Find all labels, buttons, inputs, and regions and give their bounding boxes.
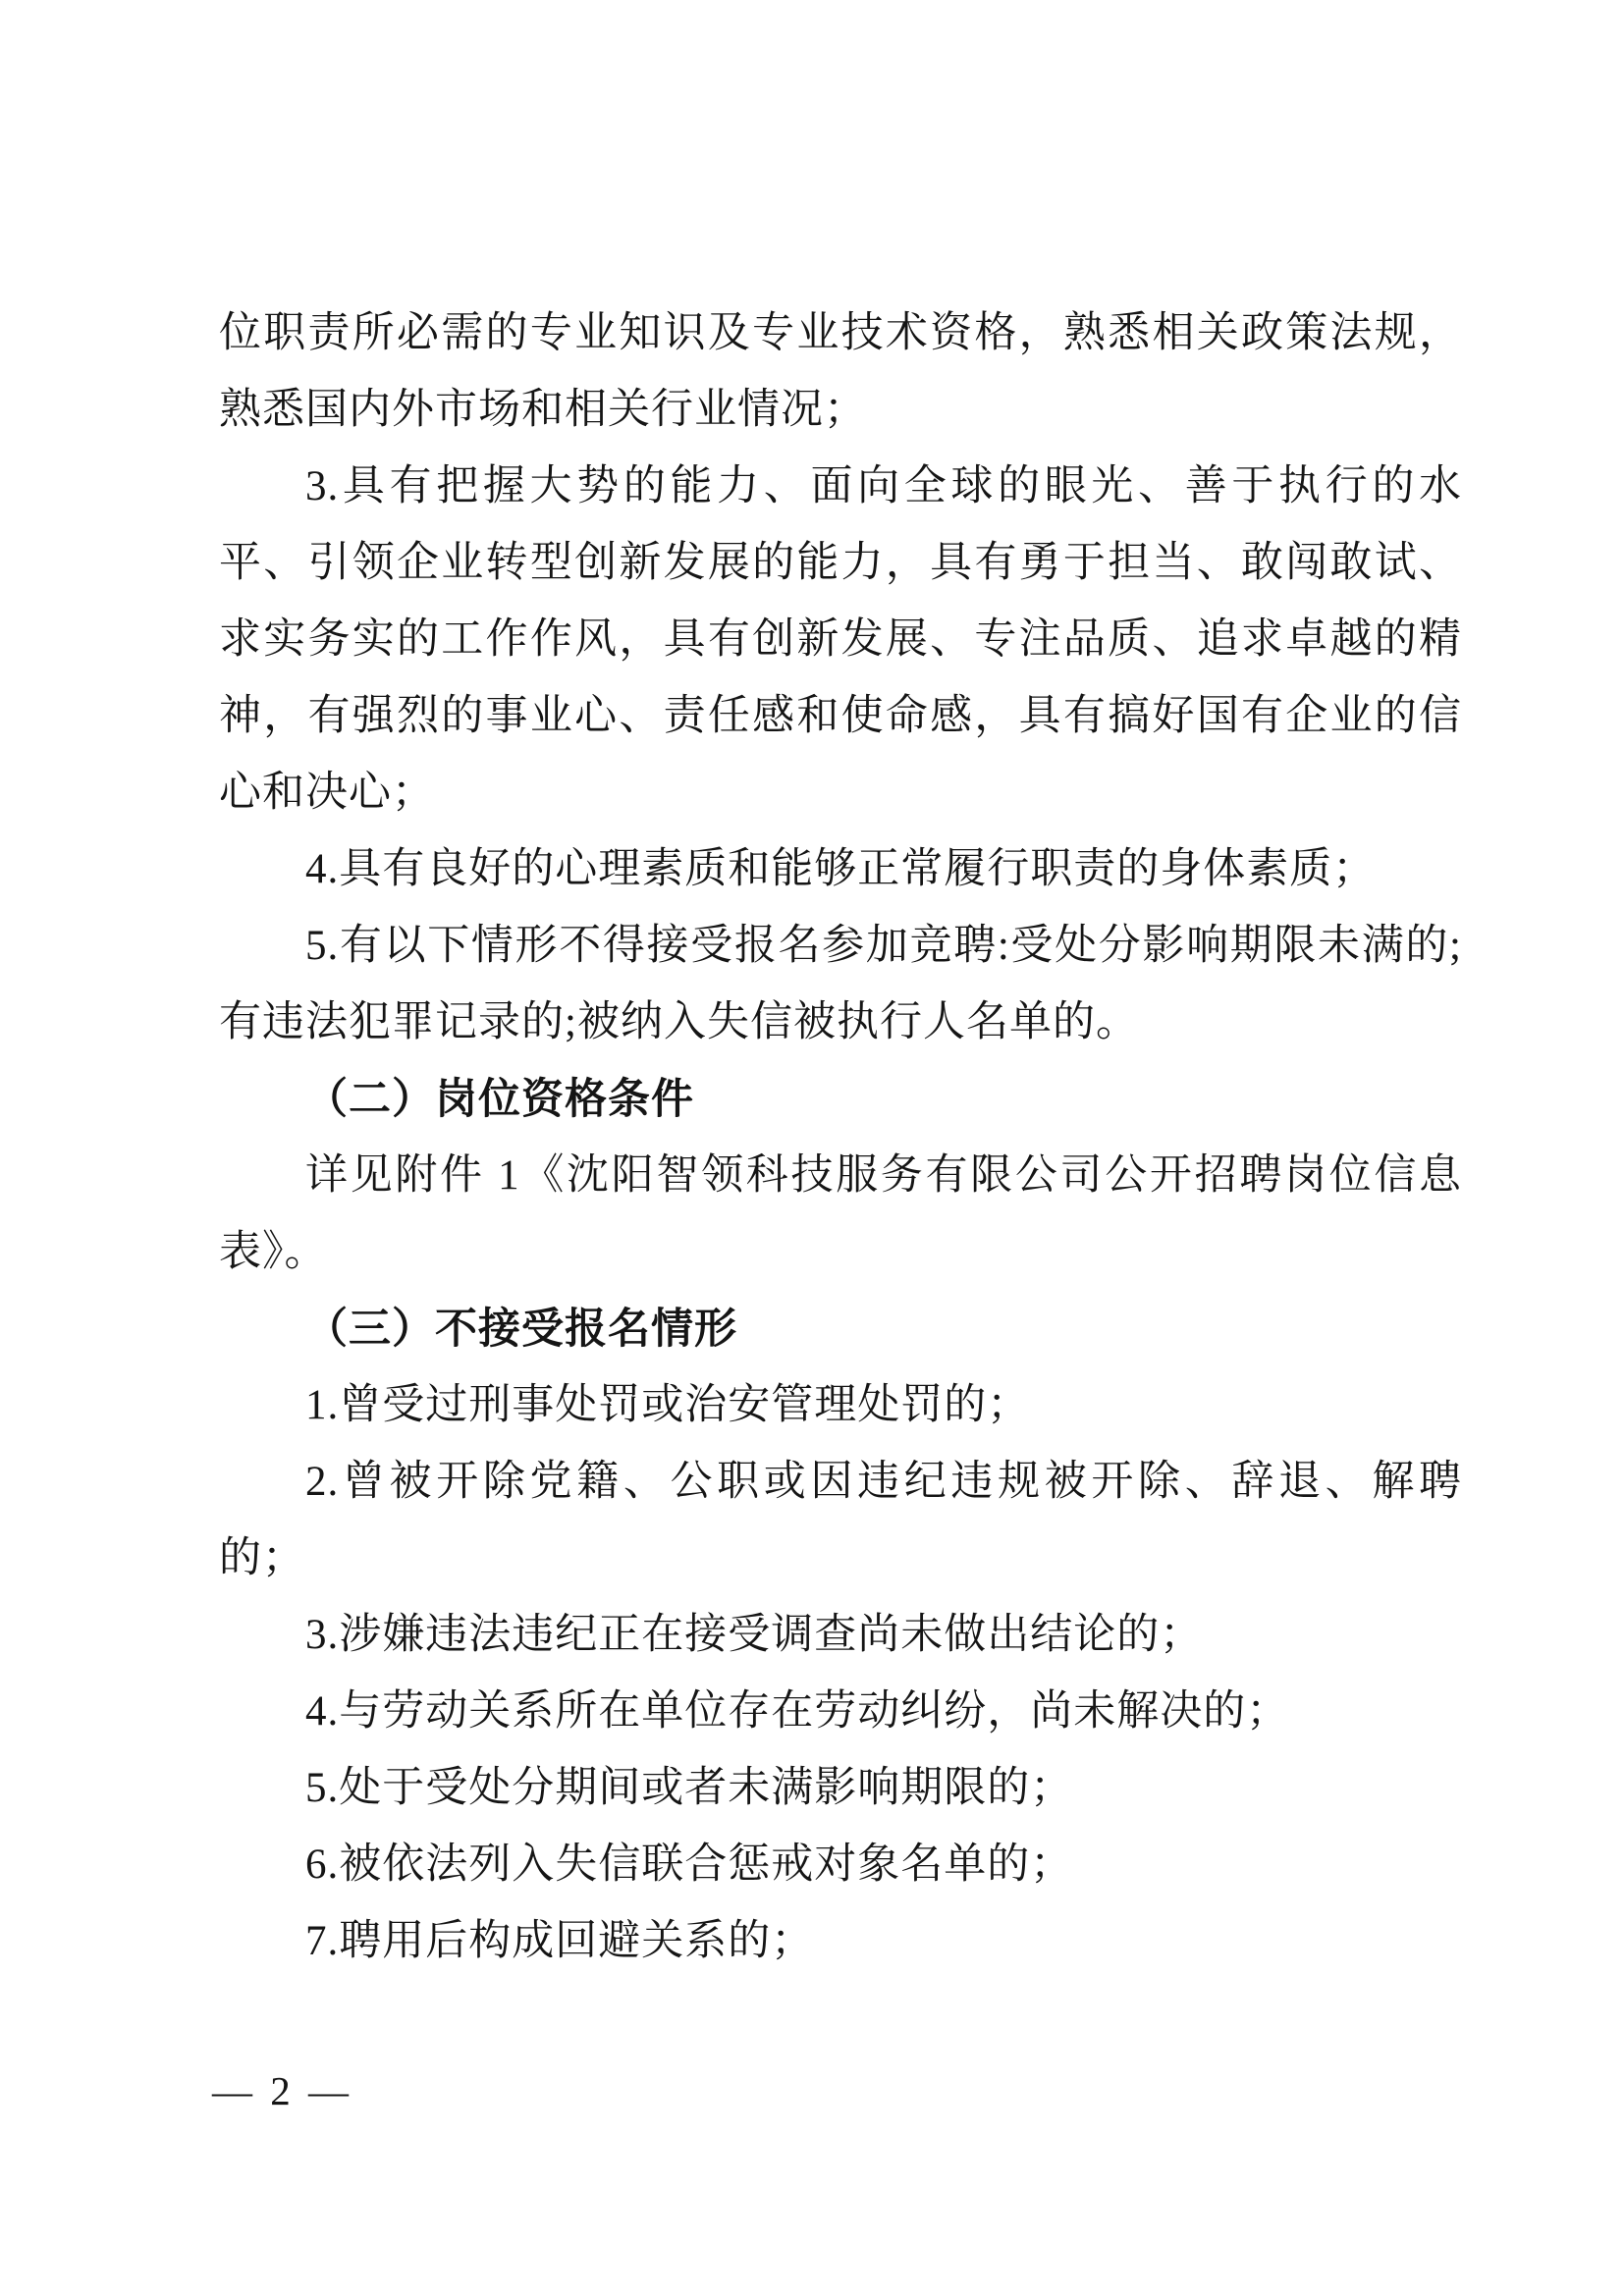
paragraph: 5.处于受处分期间或者未满影响期限的； [305, 1765, 1074, 1811]
paragraph: 4.具有良好的心理素质和能够正常履行职责的身体素质； [305, 846, 1377, 892]
section-heading: （三）不接受报名情形 [305, 1306, 737, 1353]
paragraph: 4.与劳动关系所在单位存在劳动纠纷，尚未解决的； [305, 1688, 1290, 1735]
paragraph: 1.曾受过刑事处罚或治安管理处罚的； [305, 1382, 1031, 1428]
paragraph: 3.涉嫌违法违纪正在接受调查尚未做出结论的； [305, 1612, 1204, 1658]
paragraph: 2.曾被开除党籍、公职或因违纪违规被开除、辞退、解聘的； [219, 1459, 1462, 1581]
paragraph: 3.具有把握大势的能力、面向全球的眼光、善于执行的水平、引领企业转型创新发展的能力，具有勇于担当、敢闯敢试、求实务实的工作作风，具有创新发展、专注品质、追求卓越的精神，有强烈的事业心、责任感和使命感，具有搞好国有企业的信心和决心； [219, 463, 1462, 816]
body-text [219, 295, 1462, 1980]
paragraph: 6.被依法列入失信联合惩戒对象名单的； [305, 1842, 1074, 1888]
section-heading: （二）岗位资格条件 [305, 1076, 694, 1123]
paragraph: 7.聘用后构成回避关系的； [305, 1918, 815, 1964]
paragraph: 5.有以下情形不得接受报名参加竞聘:受处分影响期限未满的;有违法犯罪记录的;被纳入失信被执行人名单的。 [219, 923, 1462, 1045]
paragraph: 详见附件 1《沈阳智领科技服务有限公司公开招聘岗位信息表》。 [219, 1152, 1462, 1275]
paragraph: 位职责所必需的专业知识及专业技术资格，熟悉相关政策法规，熟悉国内外市场和相关行业情况； [219, 310, 1462, 433]
page-number: — 2 — [212, 2068, 352, 2113]
